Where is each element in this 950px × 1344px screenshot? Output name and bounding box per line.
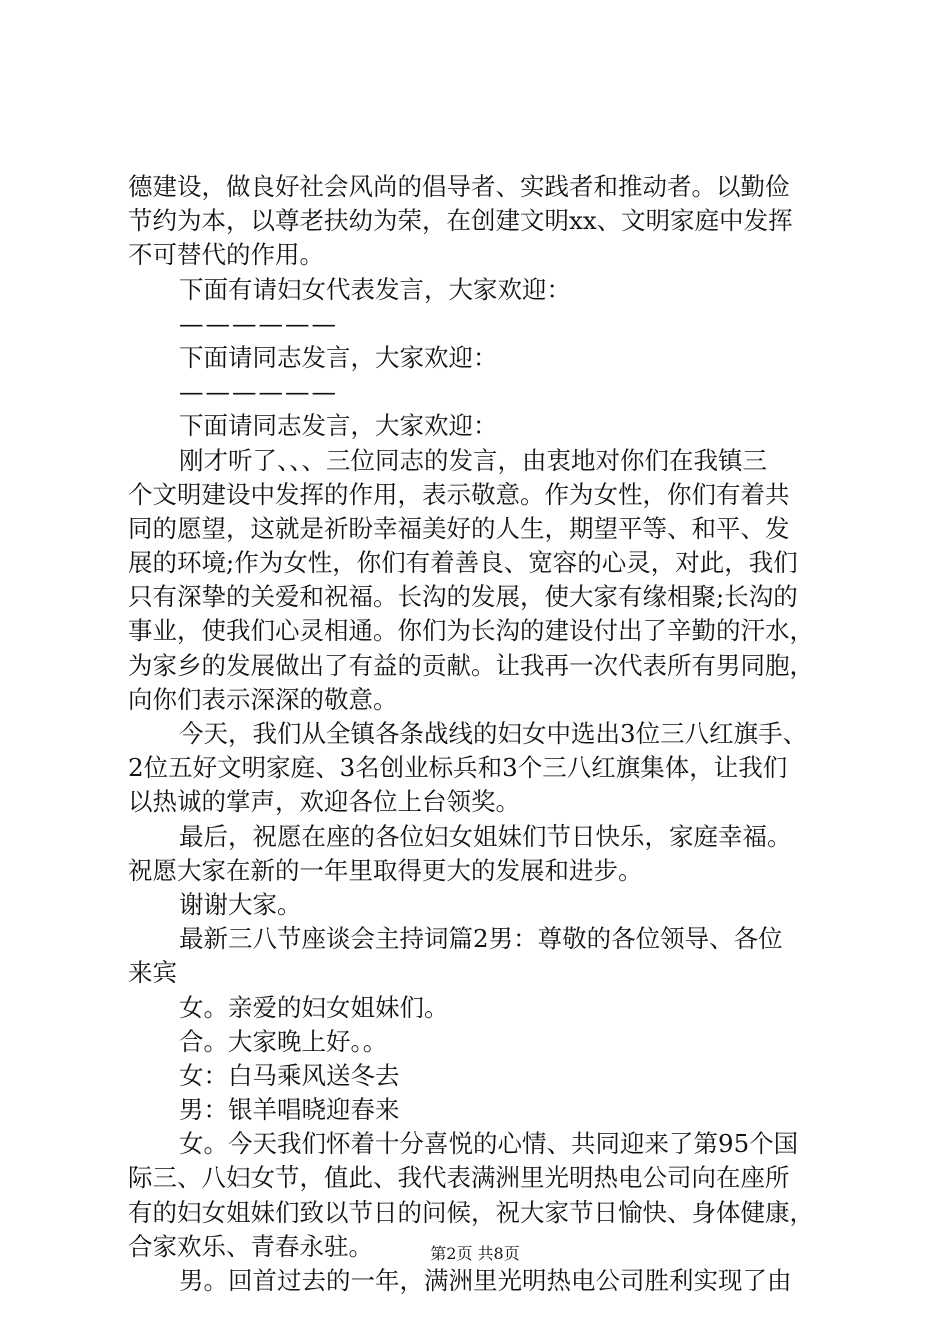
text-line: 个文明建设中发挥的作用，表示敬意。作为女性，你们有着共 (128, 479, 790, 509)
text-line: 女。亲爱的妇女姐妹们。 (179, 992, 449, 1022)
text-line: —————— (179, 377, 338, 407)
text-line: 男。回首过去的一年，满洲里光明热电公司胜利实现了由 (179, 1266, 792, 1295)
text-line: 向你们表示深深的敬意。 (128, 684, 398, 714)
text-line: 不可替代的作用。 (128, 240, 324, 270)
page-footer: 第2页 共8页 (430, 1244, 520, 1263)
text-line: 有的妇女姐妹们致以节日的问候，祝大家节日愉快、身体健康， (128, 1197, 814, 1227)
text-line: 下面有请妇女代表发言，大家欢迎： (179, 274, 571, 304)
text-line: 事业，使我们心灵相通。你们为长沟的建设付出了辛勤的汗水， (128, 616, 814, 646)
text-line: 为家乡的发展做出了有益的贡献。让我再一次代表所有男同胞， (128, 650, 814, 680)
text-line: 女。今天我们怀着十分喜悦的心情、共同迎来了第95个国 (179, 1129, 799, 1159)
text-line: 来宾 (128, 958, 177, 988)
text-line: 以热诚的掌声，欢迎各位上台领奖。 (128, 787, 520, 817)
text-line: 只有深挚的关爱和祝福。长沟的发展，使大家有缘相聚;长沟的 (128, 582, 798, 612)
text-line: 最后，祝愿在座的各位妇女姐妹们节日快乐，家庭幸福。 (179, 821, 792, 851)
text-line: 节约为本，以尊老扶幼为荣，在创建文明xx、文明家庭中发挥 (128, 206, 793, 236)
document-body (128, 170, 838, 1298)
text-line: 谢谢大家。 (179, 889, 302, 919)
text-line: 今天，我们从全镇各条战线的妇女中选出3位三八红旗手、 (179, 719, 808, 748)
text-line: 下面请同志发言，大家欢迎： (179, 411, 498, 441)
text-line: 同的愿望，这就是祈盼幸福美好的人生，期望平等、和平、发 (128, 513, 790, 543)
text-line: 祝愿大家在新的一年里取得更大的发展和进步。 (128, 855, 643, 885)
text-line: 男：银羊唱晓迎春来 (179, 1095, 400, 1125)
text-line: 合。大家晚上好。。 (179, 1026, 388, 1056)
text-line: 最新三八节座谈会主持词篇2男：尊敬的各位领导、各位 (179, 924, 783, 954)
text-line: 2位五好文明家庭、3名创业标兵和3个三八红旗集体，让我们 (128, 753, 788, 783)
text-line: 女：白马乘风送冬去 (179, 1060, 400, 1090)
text-line: —————— (179, 308, 338, 338)
text-line: 展的环境;作为女性，你们有着善良、宽容的心灵，对此，我们 (128, 548, 798, 578)
text-line: 合家欢乐、青春永驻。 (128, 1231, 373, 1261)
text-line: 际三、八妇女节，值此、我代表满洲里光明热电公司向在座所 (128, 1163, 790, 1193)
text-line: 下面请同志发言，大家欢迎： (179, 342, 498, 372)
text-line: 刚才听了、、、三位同志的发言，由衷地对你们在我镇三 (179, 445, 767, 475)
text-line: 德建设，做良好社会风尚的倡导者、实践者和推动者。以勤俭 (128, 172, 790, 201)
